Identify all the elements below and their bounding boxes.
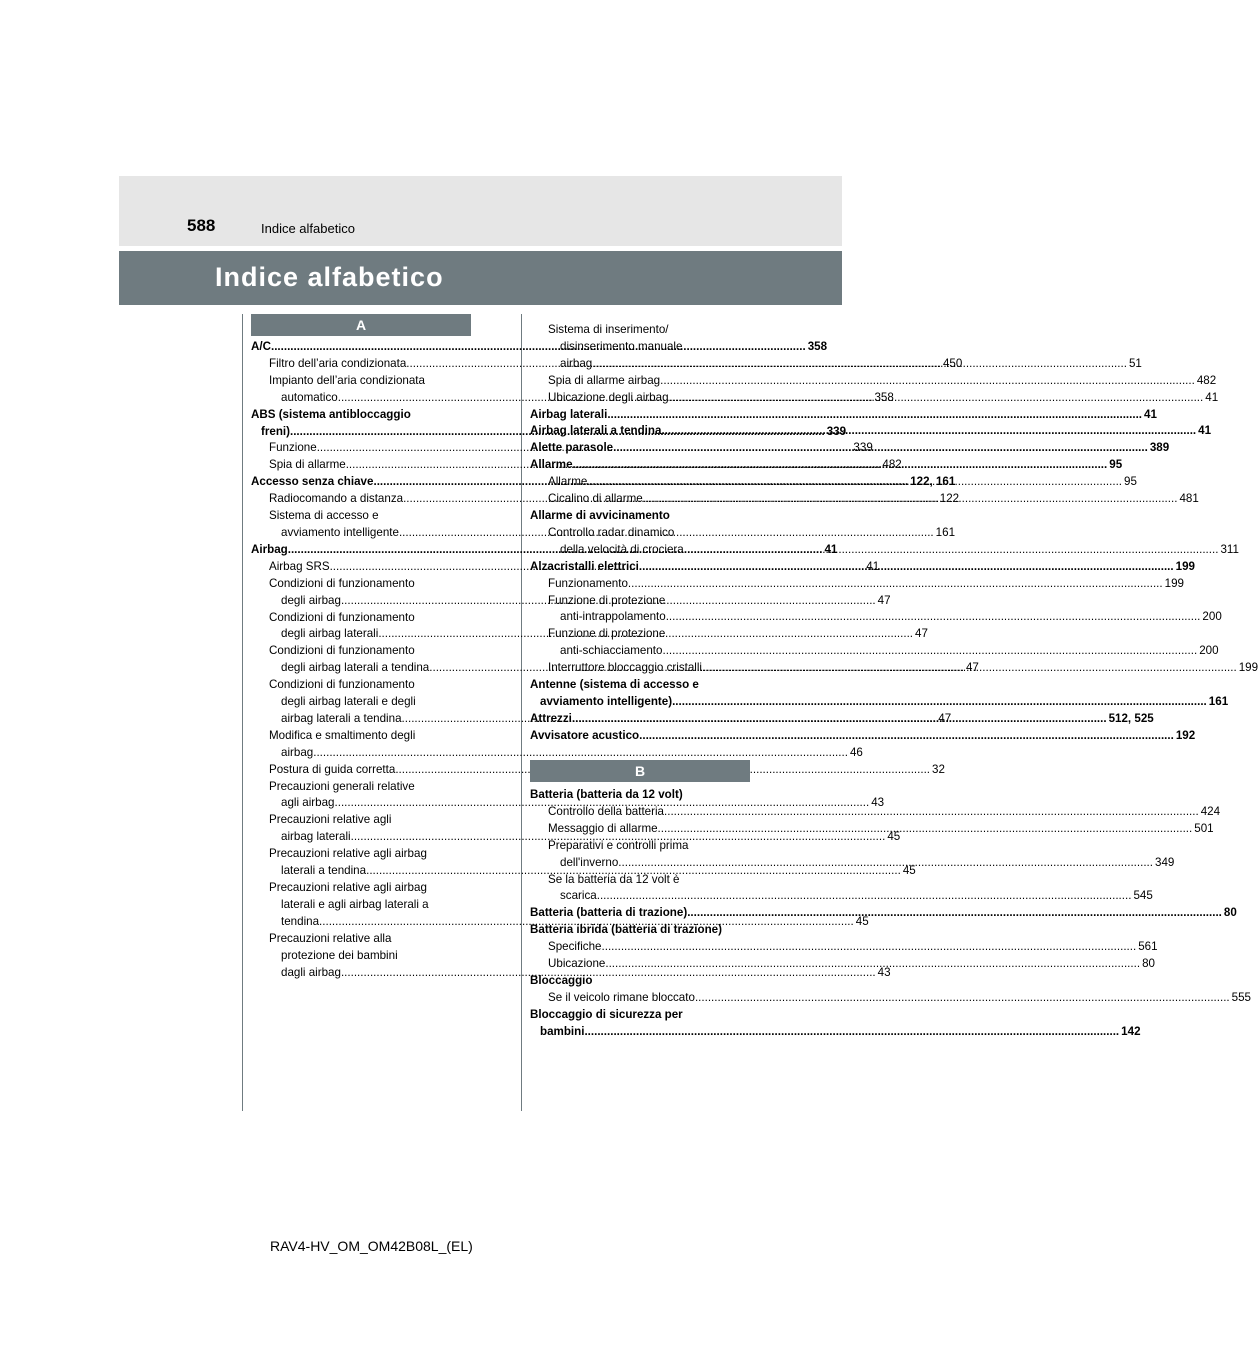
entry-term: Batteria ibrida (batteria di trazione) (530, 923, 722, 937)
entry-term: Bloccaggio (530, 973, 593, 987)
entry-term: Sistema di inserimento/ (548, 323, 669, 336)
entry-page-ref: 43 (871, 796, 885, 810)
entry-page-ref: 41 (1144, 407, 1157, 421)
entry-term: disinserimento manuale (560, 339, 683, 353)
entry-term: Funzione di protezione (548, 593, 666, 607)
entry-term: Allarme di avvicinamento (530, 508, 670, 522)
page-title: Indice alfabetico (215, 262, 444, 292)
running-header: Indice alfabetico (261, 221, 355, 236)
entry-page-ref: 311 (1220, 542, 1239, 556)
entry-term: Ubicazione (548, 957, 606, 971)
entry-term: Spia di allarme (269, 458, 346, 472)
index-entry (530, 804, 1221, 821)
dot-leader (597, 889, 1132, 902)
dot-leader (658, 822, 1193, 835)
entry-term: Alette parasole (530, 441, 614, 455)
entry-term: Ubicazione degli airbag (548, 390, 669, 404)
letter-header-a: A (251, 314, 471, 336)
page-number: 588 (187, 216, 216, 235)
entry-term: Interruttore bloccaggio cristalli (548, 661, 703, 675)
entry-page-ref: 80 (1223, 906, 1237, 920)
document-code: RAV4-HV_OM_OM42B08L_(EL) (270, 1238, 473, 1254)
entry-term: Airbag SRS (269, 559, 330, 573)
header-band (119, 176, 842, 246)
index-entry (530, 939, 1158, 956)
entry-term: anti-intrappolamento (560, 610, 666, 624)
entry-term: Batteria (batteria da 12 volt) (530, 788, 683, 801)
dot-leader (592, 357, 1127, 370)
entry-page-ref: 512, 525 (1108, 711, 1154, 725)
dot-leader (607, 408, 1142, 421)
index-entry (530, 787, 750, 804)
dot-leader (669, 391, 1204, 404)
entry-term: Precauzioni generali relative (269, 779, 415, 793)
dot-leader (687, 906, 1222, 919)
entry-term: Radiocomando a distanza (269, 492, 404, 506)
entry-term: Condizioni di funzionamento (269, 576, 415, 590)
dot-leader (664, 805, 1199, 818)
entry-page-ref: 199 (1164, 576, 1184, 590)
entry-term: airbag laterali a tendina (281, 711, 402, 725)
entry-page-ref: 424 (1200, 804, 1221, 818)
entry-page-ref: 46 (849, 745, 863, 759)
index-entry (251, 762, 945, 779)
entry-page-ref: 339 (853, 441, 873, 455)
entry-term: Alzacristalli elettrici (530, 559, 639, 573)
entry-term: laterali a tendina (281, 864, 367, 878)
dot-leader (684, 543, 1219, 556)
entry-term: freni) (261, 424, 290, 438)
index-entry (530, 872, 1153, 906)
entry-term: ABS (sistema antibloccaggio (251, 407, 411, 421)
entry-term: Attrezzi (530, 711, 572, 725)
entry-term: Impianto dell’aria condizionata (269, 373, 425, 387)
entry-term: Controllo della batteria (548, 804, 665, 818)
entry-page-ref: 43 (877, 965, 891, 979)
column-divider-left (242, 314, 243, 1111)
index-entry (530, 576, 1184, 593)
entry-term: Avvisatore acustico (530, 728, 640, 742)
entry-term: protezione dei bambini (281, 948, 398, 962)
dot-leader (702, 661, 1237, 674)
entry-page-ref: 41 (824, 542, 838, 556)
dot-leader (695, 991, 1230, 1004)
entry-term: Precauzioni relative agli airbag (269, 847, 427, 861)
entry-term: avviamento intelligente (281, 525, 399, 539)
index-entry (530, 407, 1157, 424)
entry-page-ref: 47 (965, 661, 979, 675)
entry-page-ref: 95 (1124, 475, 1137, 489)
entry-page-ref: 358 (874, 390, 894, 404)
entry-term: Precauzioni relative alla (269, 931, 392, 945)
entry-page-ref: 339 (826, 424, 847, 438)
index-entry (530, 677, 1229, 711)
entry-term: Condizioni di funzionamento (269, 610, 415, 624)
entry-page-ref: 501 (1194, 821, 1214, 835)
index-entry (530, 1007, 1141, 1041)
index-entry (530, 373, 1217, 390)
dot-leader (587, 475, 1122, 488)
entry-page-ref: 481 (1179, 492, 1199, 506)
dot-leader (618, 856, 1153, 869)
entry-page-ref: 555 (1231, 990, 1251, 1004)
entry-page-ref: 200 (1199, 644, 1219, 658)
dot-leader (639, 560, 1174, 573)
entry-term: degli airbag laterali a tendina (281, 661, 430, 675)
dot-leader (661, 424, 1196, 437)
dot-leader (584, 1025, 1119, 1038)
entry-page-ref: 51 (1128, 356, 1142, 370)
dot-leader (672, 695, 1207, 708)
entry-page-ref: 142 (1121, 1024, 1141, 1038)
dot-leader (660, 374, 1195, 387)
entry-term: Se la batteria da 12 volt è (548, 872, 680, 886)
dot-leader (628, 577, 1163, 590)
entry-term: Airbag (251, 542, 288, 556)
entry-term: Allarme (530, 458, 573, 472)
entry-term: Funzione (269, 441, 317, 455)
dot-leader (605, 957, 1140, 970)
entry-term: Airbag laterali a tendina (530, 424, 662, 438)
entry-term: Airbag laterali (530, 407, 608, 421)
entry-page-ref: 45 (902, 864, 916, 878)
index-entry (530, 728, 1196, 745)
dot-leader (662, 644, 1197, 657)
letter-header-b: B (530, 760, 750, 782)
entry-term: automatico (281, 390, 338, 404)
entry-term: Allarme (548, 475, 588, 489)
dot-leader (602, 940, 1137, 953)
entry-page-ref: 41 (866, 559, 880, 573)
dot-leader (573, 458, 1108, 471)
entry-term: della velocità di crociera (560, 542, 684, 556)
entry-page-ref: 450 (942, 356, 963, 370)
dot-leader (572, 712, 1107, 725)
entry-page-ref: 41 (1198, 424, 1212, 438)
entry-page-ref: 161 (935, 525, 956, 539)
dot-leader (639, 729, 1174, 742)
entry-page-ref: 389 (1149, 441, 1170, 455)
entry-term: Messaggio di allarme (548, 821, 658, 835)
entry-term: A/C (251, 340, 271, 353)
entry-term: bambini (540, 1024, 585, 1038)
entry-page-ref: 95 (1109, 458, 1123, 472)
entry-term: anti-schiacciamento (560, 644, 663, 658)
entry-term: scarica (560, 889, 597, 903)
dot-leader (613, 441, 1148, 454)
entry-term: laterali e agli airbag laterali a (281, 897, 429, 911)
entry-page-ref: 358 (807, 340, 828, 353)
entry-page-ref: 561 (1138, 940, 1158, 954)
entry-page-ref: 45 (855, 914, 869, 928)
entry-page-ref: 482 (882, 458, 902, 472)
entry-term: degli airbag (281, 593, 341, 607)
entry-term: avviamento intelligente) (540, 694, 673, 708)
entry-term: Funzionamento (548, 576, 628, 590)
entry-term: Filtro dell’aria condizionata (269, 356, 407, 370)
entry-page-ref: 47 (915, 627, 928, 641)
entry-page-ref: 545 (1133, 889, 1153, 903)
entry-term: Condizioni di funzionamento (269, 644, 415, 658)
entry-page-ref: 45 (887, 830, 901, 844)
index-entry (530, 990, 1251, 1007)
entry-term: Antenne (sistema di accesso e (530, 678, 699, 692)
entry-term: Sistema di accesso e (269, 509, 379, 523)
index-entry (530, 973, 750, 990)
entry-term: dell'inverno (560, 855, 619, 869)
index-entry (251, 457, 902, 474)
entry-page-ref: 32 (932, 762, 945, 776)
dot-leader (313, 746, 848, 759)
entry-page-ref: 349 (1155, 855, 1175, 869)
entry-term: Preparativi e controlli prima (548, 838, 689, 852)
entry-term: Bloccaggio di sicurezza per (530, 1007, 683, 1021)
entry-page-ref: 122 (939, 492, 960, 506)
entry-term: Controllo radar dinamico (548, 525, 675, 539)
entry-term: degli airbag laterali e degli (281, 695, 416, 709)
entry-page-ref: 482 (1196, 373, 1217, 387)
entry-term: Spia di allarme airbag (548, 373, 661, 387)
entry-term: Condizioni di funzionamento (269, 678, 415, 692)
entry-term: airbag laterali (281, 830, 351, 844)
entry-page-ref: 47 (877, 593, 891, 607)
entry-term: Precauzioni relative agli (269, 813, 392, 827)
entry-page-ref: 199 (1238, 661, 1258, 675)
entry-term: airbag (281, 745, 314, 759)
entry-page-ref: 80 (1142, 957, 1155, 971)
entry-page-ref: 41 (1205, 390, 1219, 404)
entry-term: agli airbag (281, 796, 335, 810)
entry-page-ref: 192 (1175, 728, 1196, 742)
entry-page-ref: 200 (1202, 610, 1222, 624)
index-entry (530, 508, 750, 525)
entry-term: Precauzioni relative agli airbag (269, 881, 427, 894)
entry-term: Postura di guida corretta (269, 762, 396, 776)
entry-page-ref: 122, 161 (910, 475, 956, 489)
entry-term: Funzione di protezione (548, 627, 666, 641)
entry-term: Modifica e smaltimento degli (269, 728, 416, 742)
entry-term: Specifiche (548, 940, 602, 954)
entry-term: dagli airbag (281, 965, 341, 979)
dot-leader (666, 610, 1201, 623)
index-entry (530, 922, 750, 939)
entry-term: Se il veicolo rimane bloccato (548, 990, 695, 1004)
entry-term: airbag (560, 356, 593, 370)
entry-term: Cicalino di allarme (548, 492, 643, 506)
entry-term: tendina (281, 914, 320, 928)
entry-term: Accesso senza chiave (251, 475, 374, 489)
entry-term: degli airbag laterali (281, 627, 379, 641)
entry-term: Batteria (batteria di trazione) (530, 906, 688, 920)
dot-leader (643, 492, 1178, 505)
entry-page-ref: 199 (1175, 559, 1195, 573)
entry-page-ref: 47 (938, 711, 952, 725)
entry-page-ref: 161 (1208, 694, 1229, 708)
